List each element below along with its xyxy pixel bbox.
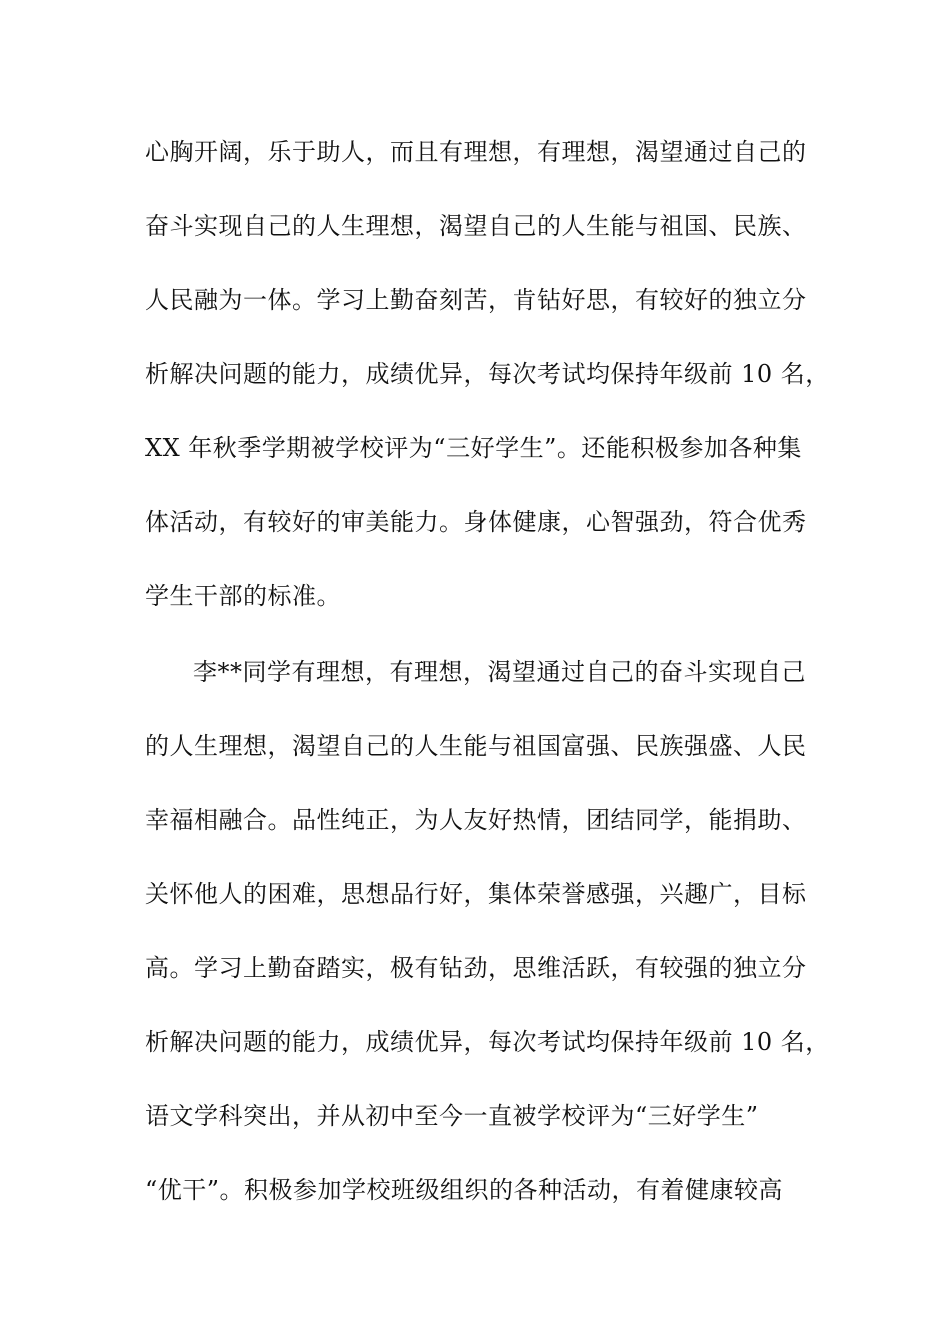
text-line: 人民融为一体。学习上勤奋刻苦，肯钻好思，有较好的独立分 — [145, 286, 807, 314]
text-line: 的人生理想，渴望自己的人生能与祖国富强、民族强盛、人民 — [145, 732, 807, 760]
text-line: XX 年秋季学期被学校评为“三好学生”。还能积极参加各种集 — [145, 434, 802, 462]
text-line: 析解决问题的能力，成绩优异，每次考试均保持年级前 10 名， — [145, 360, 830, 388]
text-line: 学生干部的标准。 — [145, 582, 341, 610]
text-line: 语文学科突出，并从初中至今一直被学校评为“三好学生” — [145, 1102, 759, 1130]
text-line: 奋斗实现自己的人生理想，渴望自己的人生能与祖国、民族、 — [145, 212, 807, 240]
text-line: 体活动，有较好的审美能力。身体健康，心智强劲，符合优秀 — [145, 508, 807, 536]
text-line: 高。学习上勤奋踏实，极有钻劲，思维活跃，有较强的独立分 — [145, 954, 807, 982]
text-line: 李**同学有理想，有理想，渴望通过自己的奋斗实现自己 — [193, 658, 806, 686]
text-line: 幸福相融合。品性纯正，为人友好热情，团结同学，能捐助、 — [145, 806, 807, 834]
text-line: 关怀他人的困难，思想品行好，集体荣誉感强，兴趣广，目标 — [145, 880, 807, 908]
text-line: 心胸开阔，乐于助人，而且有理想，有理想，渴望通过自己的 — [145, 138, 807, 166]
text-line: “优干”。积极参加学校班级组织的各种活动，有着健康较高 — [145, 1176, 784, 1204]
text-line: 析解决问题的能力，成绩优异，每次考试均保持年级前 10 名， — [145, 1028, 830, 1056]
